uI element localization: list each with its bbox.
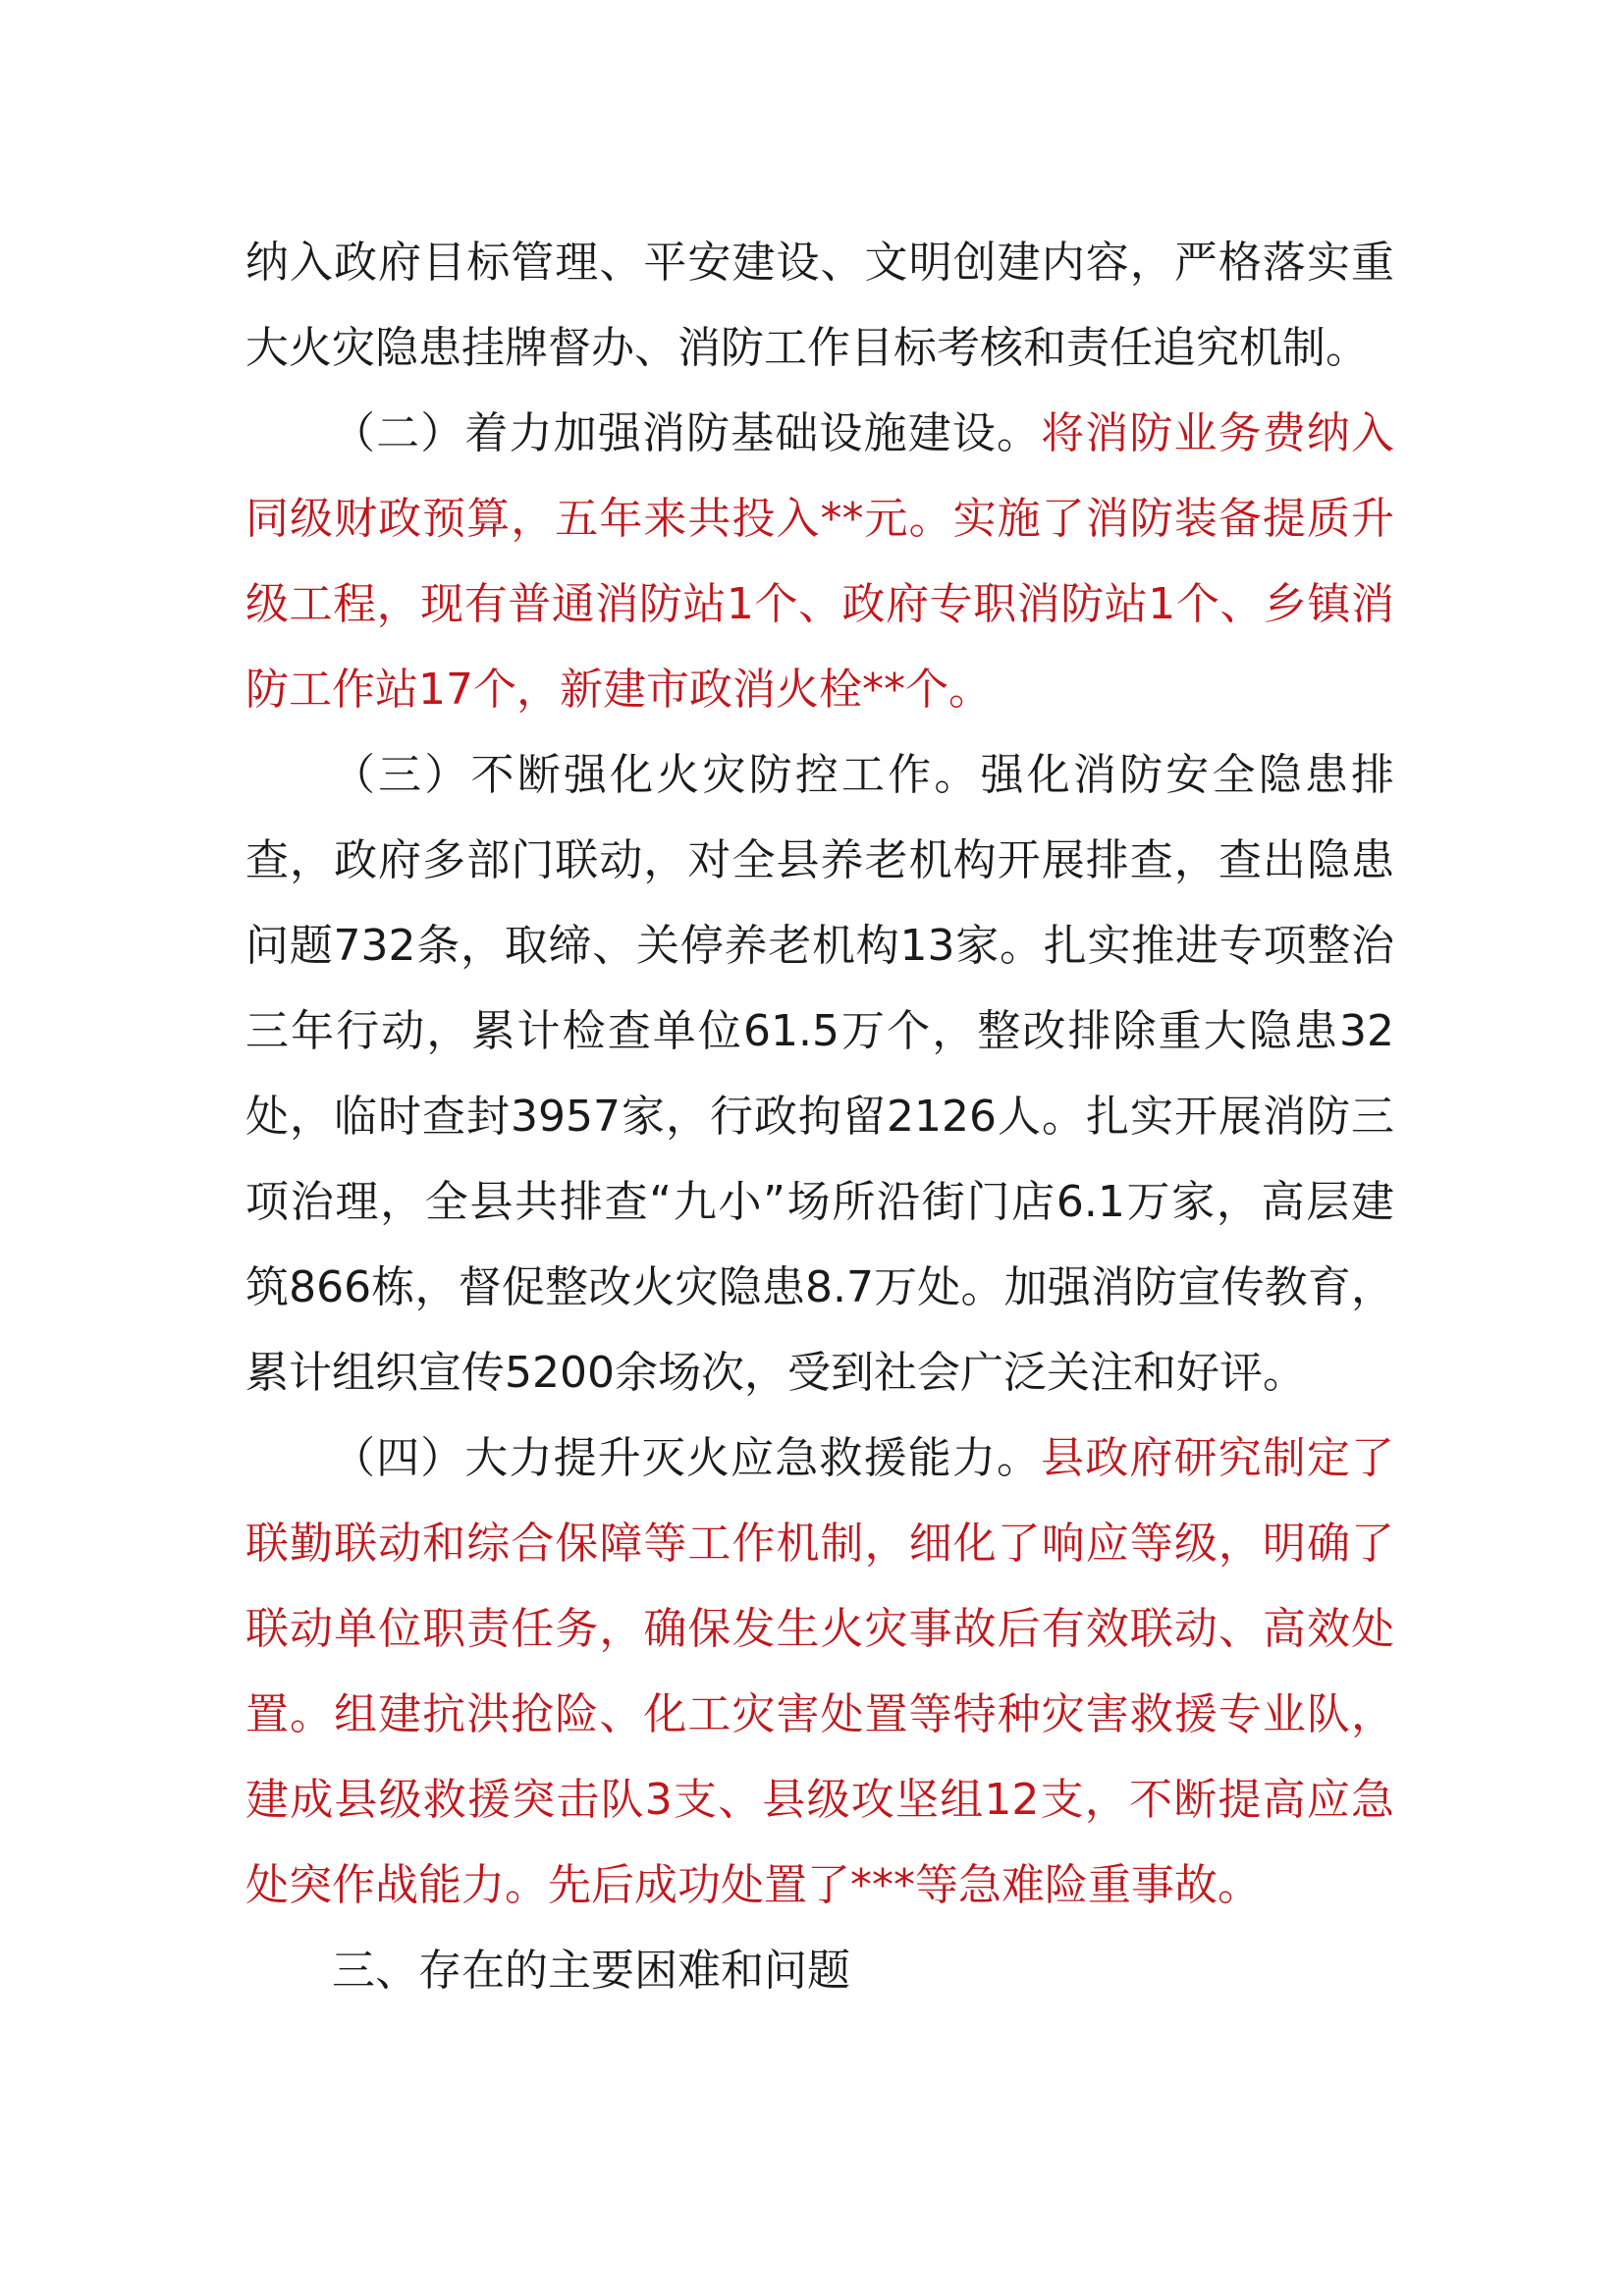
document-body <box>245 220 1394 2013</box>
highlighted-text: 将消防业务费纳入同级财政预算，五年来共投入**元。实施了消防装备提质升级工程，现有普通消防站1个、政府专职消防站1个、乡镇消防工作站17个，新建市政消火栓**个。 <box>245 408 1395 715</box>
paragraph-heading: （二）着力加强消防基础设施建设。 <box>332 408 1042 458</box>
paragraph-rescue-capability <box>245 1415 1394 1928</box>
paragraph-text: 纳入政府目标管理、平安建设、文明创建内容，严格落实重大火灾隐患挂牌督办、消防工作目标考核和责任追究机制。 <box>245 238 1394 373</box>
paragraph-infrastructure <box>245 391 1394 732</box>
paragraph-responsibility <box>245 220 1394 391</box>
section-heading <box>245 1928 1394 2013</box>
highlighted-text: 县政府研究制定了联勤联动和综合保障等工作机制，细化了响应等级，明确了联动单位职责任务，确保发生火灾事故后有效联动、高效处置。组建抗洪抢险、化工灾害处置等特种灾害救援专业队，建成县级救援突击队3支、县级攻坚组12支，不断提高应急处突作战能力。先后成功处置了***等急难险重事故。 <box>245 1433 1395 1910</box>
section-title: 三、存在的主要困难和问题 <box>332 1946 850 1996</box>
paragraph-text: （三）不断强化火灾防控工作。强化消防安全隐患排查，政府多部门联动，对全县养老机构开展排查，查出隐患问题732条，取缔、关停养老机构13家。扎实推进专项整治三年行动，累计检查单位61.5万个，整改排除重大隐患32处，临时查封3957家，行政拘留2126人。扎实开展消防三项治理，全县共排查“九小”场所沿街门店6.1万家，高层建筑866栋，督促整改火灾隐患8.7万处。加强消防宣传教育，累计组织宣传5200余场次，受到社会广泛关注和好评。 <box>245 750 1394 1398</box>
paragraph-heading: （四）大力提升灭火应急救援能力。 <box>332 1433 1042 1483</box>
paragraph-fire-prevention <box>245 732 1394 1415</box>
